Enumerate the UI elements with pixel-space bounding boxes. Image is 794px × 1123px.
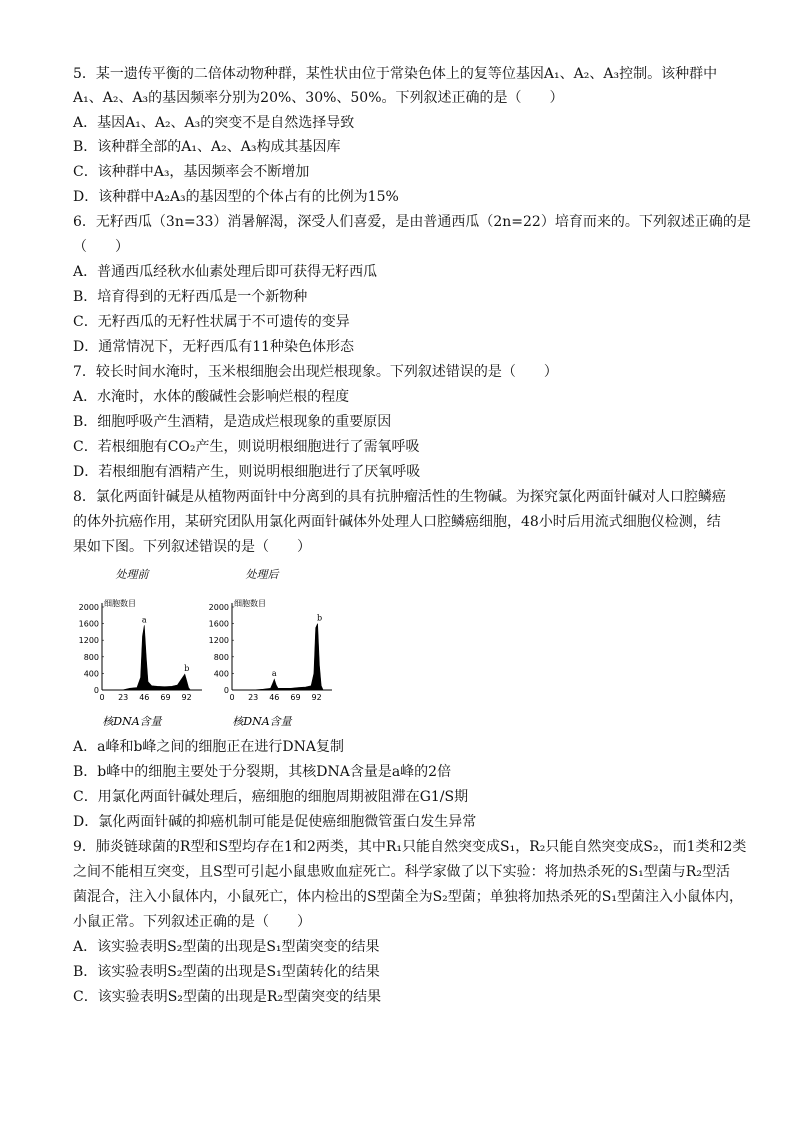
q8-option-c[interactable]: C．用氯化两面针碱处理后，癌细胞的细胞周期被阻滞在G1/S期 xyxy=(73,789,469,805)
q5-stem-line-1: 5．某一遗传平衡的二倍体动物种群，某性状由位于常染色体上的复等位基因A₁、A₂、A₃控制。该种群中 xyxy=(73,66,718,82)
q7-option-d[interactable]: D．若根细胞有酒精产生，则说明根细胞进行了厌氧呼吸 xyxy=(73,464,421,480)
q8-stem-line-2: 的体外抗癌作用，某研究团队用氯化两面针碱体外处理人口腔鳞癌细胞，48小时后用流式细胞仪检测，结 xyxy=(73,514,721,530)
chart-2-y-tick: 1600 xyxy=(208,619,229,629)
chart-1-title: 处理前 xyxy=(115,568,149,581)
chart-1-y-tick: 1600 xyxy=(78,619,99,629)
chart-2-x-tick: 69 xyxy=(290,693,301,702)
chart-1-x-tick: 0 xyxy=(99,693,105,702)
q6-option-d[interactable]: D．通常情况下，无籽西瓜有11种染色体形态 xyxy=(73,339,355,355)
chart-2-x-tick: 92 xyxy=(311,693,322,702)
chart-1-peak-label-b: b xyxy=(184,664,190,674)
q7-option-a[interactable]: A．水淹时，水体的酸碱性会影响烂根的程度 xyxy=(73,389,350,405)
q7-option-c[interactable]: C．若根细胞有CO₂产生，则说明根细胞进行了需氧呼吸 xyxy=(73,439,420,455)
q9-stem-line-4: 小鼠正常。下列叙述正确的是（ ） xyxy=(73,914,311,930)
chart-2-y-label: 细胞数目 xyxy=(234,599,266,608)
q5-option-c[interactable]: C．该种群中A₃，基因频率会不断增加 xyxy=(73,164,310,180)
q9-stem-line-2: 之间不能相互突变，且S型可引起小鼠患败血症死亡。科学家做了以下实验：将加热杀死的S₁型菌与R₂型活 xyxy=(73,864,730,880)
q9-stem-line-1: 9．肺炎链球菌的R型和S型均存在1和2两类，其中R₁只能自然突变成S₁，R₂只能自然突变成S₂，而1类和2类 xyxy=(73,839,747,855)
q6-option-c[interactable]: C．无籽西瓜的无籽性状属于不可遗传的变异 xyxy=(73,314,350,330)
q5-stem-line-2: A₁、A₂、A₃的基因频率分别为20%、30%、50%。下列叙述正确的是（ ） xyxy=(73,90,564,106)
chart-1-y-label: 细胞数目 xyxy=(104,599,136,608)
q9-option-a[interactable]: A．该实验表明S₂型菌的出现是S₁型菌突变的结果 xyxy=(73,939,380,955)
q8-option-a[interactable]: A．a峰和b峰之间的细胞正在进行DNA复制 xyxy=(73,739,345,755)
q8-stem-line-1: 8．氯化两面针碱是从植物两面针中分离到的具有抗肿瘤活性的生物碱。为探究氯化两面针碱对人口腔鳞癌 xyxy=(73,489,726,505)
q7-stem-line-1: 7．较长时间水淹时，玉米根细胞会出现烂根现象。下列叙述错误的是（ ） xyxy=(73,364,558,380)
chart-2-peak-label-a: a xyxy=(271,669,277,679)
chart-1-x-tick: 23 xyxy=(118,693,129,702)
chart-1-x-tick: 46 xyxy=(139,693,150,702)
chart-1-y-tick: 0 xyxy=(93,686,99,695)
chart-1-x-tick: 92 xyxy=(181,693,192,702)
q5-option-a[interactable]: A．基因A₁、A₂、A₃的突变不是自然选择导致 xyxy=(73,115,355,131)
chart-2-title: 处理后 xyxy=(245,568,279,581)
chart-2-x-tick: 23 xyxy=(248,693,259,702)
chart-1-peak-label-a: a xyxy=(141,615,147,625)
chart-2-x-tick: 0 xyxy=(229,693,235,702)
q5-option-b[interactable]: B．该种群全部的A₁、A₂、A₃构成其基因库 xyxy=(73,139,341,155)
flow-cytometry-figure xyxy=(70,560,340,735)
chart-2-x-label: 核DNA含量 xyxy=(232,715,292,728)
q8-stem-line-3: 果如下图。下列叙述错误的是（ ） xyxy=(73,539,311,555)
q8-option-d[interactable]: D．氯化两面针碱的抑癌机制可能是促使癌细胞微管蛋白发生异常 xyxy=(73,814,477,830)
q6-stem-line-1: 6．无籽西瓜（3n=33）消暑解渴，深受人们喜爱，是由普通西瓜（2n=22）培育而来的。下列叙述正确的是 xyxy=(73,214,751,230)
q9-stem-line-3: 菌混合，注入小鼠体内，小鼠死亡，体内检出的S型菌全为S₂型菌；单独将加热杀死的S₁型菌注入小鼠体内， xyxy=(73,889,743,905)
chart-1-y-tick: 1200 xyxy=(78,636,99,646)
q7-option-b[interactable]: B．细胞呼吸产生酒精，是造成烂根现象的重要原因 xyxy=(73,414,392,430)
q6-option-a[interactable]: A．普通西瓜经秋水仙素处理后即可获得无籽西瓜 xyxy=(73,264,378,280)
chart-1-histogram xyxy=(102,625,190,690)
chart-1-y-tick: 400 xyxy=(83,669,99,679)
chart-1-x-label: 核DNA含量 xyxy=(102,715,162,728)
q9-option-b[interactable]: B．该实验表明S₂型菌的出现是S₁型菌转化的结果 xyxy=(73,964,380,980)
chart-2-peak-label-b: b xyxy=(316,613,323,623)
chart-2-histogram xyxy=(232,624,323,690)
q5-option-d[interactable]: D．该种群中A₂A₃的基因型的个体占有的比例为15% xyxy=(73,189,399,205)
chart-2-y-tick: 400 xyxy=(213,669,229,679)
chart-1-x-tick: 69 xyxy=(160,693,171,702)
chart-2-y-tick: 2000 xyxy=(208,603,229,612)
q6-option-b[interactable]: B．培育得到的无籽西瓜是一个新物种 xyxy=(73,289,308,305)
q6-stem-line-2: （ ） xyxy=(73,239,129,255)
chart-1-y-tick: 800 xyxy=(83,652,99,662)
q9-option-c[interactable]: C．该实验表明S₂型菌的出现是R₂型菌突变的结果 xyxy=(73,989,382,1005)
chart-1-y-tick: 2000 xyxy=(78,603,99,612)
chart-2-y-tick: 0 xyxy=(223,686,229,695)
chart-2-x-tick: 46 xyxy=(269,693,280,702)
q8-option-b[interactable]: B．b峰中的细胞主要处于分裂期，其核DNA含量是a峰的2倍 xyxy=(73,764,452,780)
chart-2-y-tick: 1200 xyxy=(208,636,229,646)
chart-2-y-tick: 800 xyxy=(213,652,229,662)
